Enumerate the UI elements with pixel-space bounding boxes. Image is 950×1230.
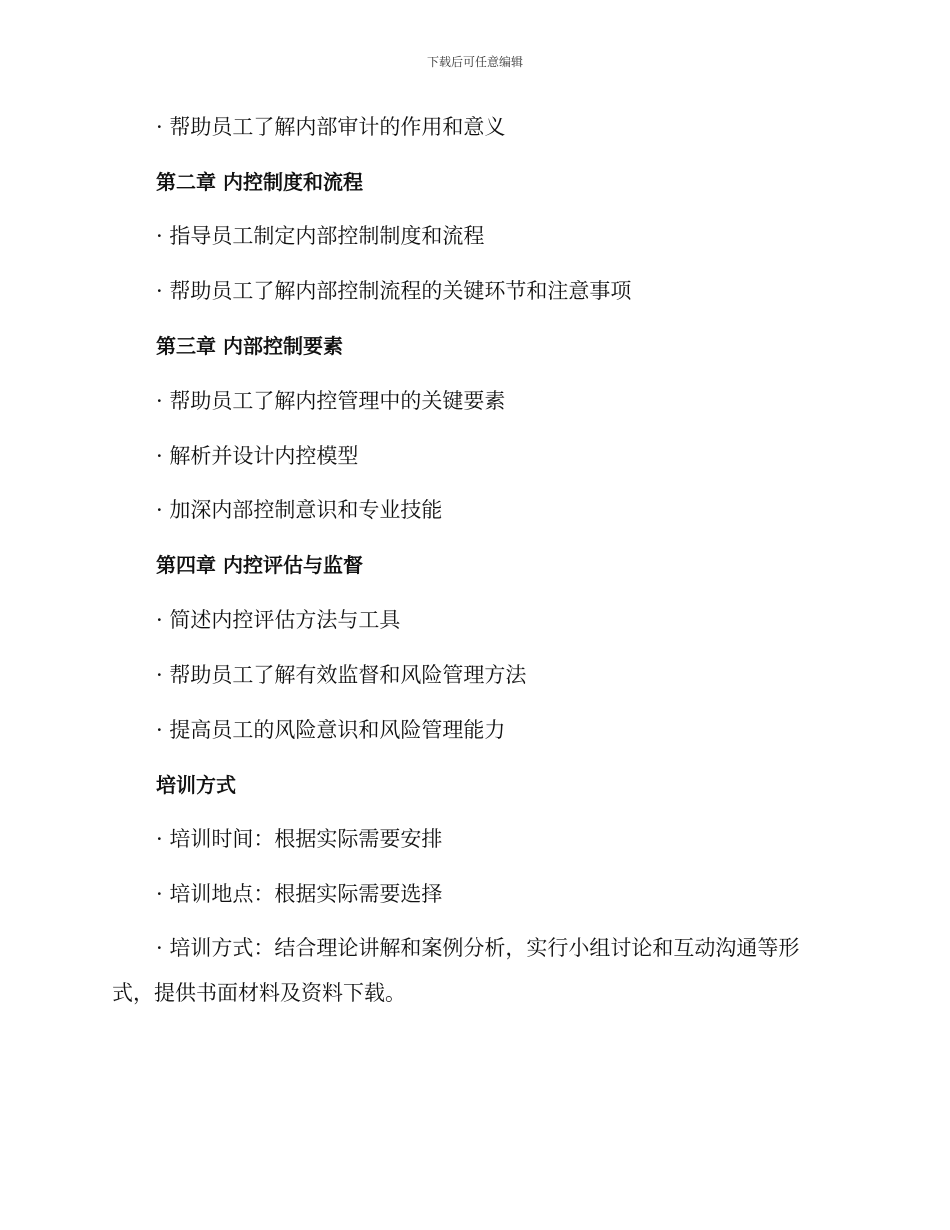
bullet-awareness-skills: · 加深内部控制意识和专业技能 — [156, 498, 443, 522]
training-method-heading: 培训方式 — [156, 773, 236, 797]
bullet-key-elements: · 帮助员工了解内控管理中的关键要素 — [156, 389, 506, 413]
bullet-define-controls: · 指导员工制定内部控制制度和流程 — [156, 224, 485, 248]
chapter-4-heading: 第四章 内控评估与监督 — [156, 553, 363, 577]
bullet-training-time: · 培训时间：根据实际需要安排 — [156, 827, 443, 851]
bullet-training-location: · 培训地点：根据实际需要选择 — [156, 882, 443, 906]
bullet-evaluation-methods: · 简述内控评估方法与工具 — [156, 608, 401, 632]
training-format-paragraph: · 培训方式：结合理论讲解和案例分析，实行小组讨论和互动沟通等形式，提供书面材料及资料下载。 — [112, 936, 800, 1005]
bullet-audit-role: · 帮助员工了解内部审计的作用和意义 — [156, 115, 506, 139]
bullet-risk-awareness: · 提高员工的风险意识和风险管理能力 — [156, 718, 506, 742]
bullet-supervision-risk: · 帮助员工了解有效监督和风险管理方法 — [156, 663, 527, 687]
chapter-2-heading: 第二章 内控制度和流程 — [156, 170, 363, 194]
page-header: 下载后可任意编辑 — [426, 55, 523, 69]
bullet-control-key-steps: · 帮助员工了解内部控制流程的关键环节和注意事项 — [156, 279, 632, 303]
bullet-control-model: · 解析并设计内控模型 — [156, 444, 359, 468]
chapter-3-heading: 第三章 内部控制要素 — [156, 334, 343, 358]
